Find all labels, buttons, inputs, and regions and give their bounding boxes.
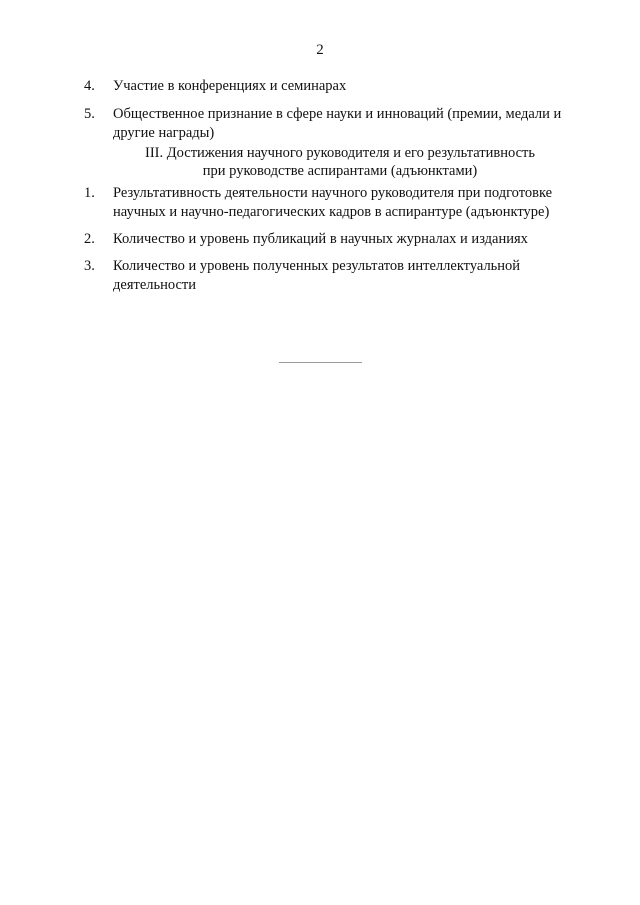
list-item — [84, 184, 564, 222]
section-heading — [110, 144, 570, 180]
list-item-text: Результативность деятельности научного руководителя при подготовке научных и научно-педагогических кадров в аспирантуре (адъюнктуре) — [113, 185, 553, 220]
list-item — [84, 105, 564, 143]
list-item-text: Участие в конференциях и семинарах — [113, 78, 347, 94]
criteria-list-part-3 — [84, 184, 564, 295]
end-of-document-rule — [279, 362, 362, 363]
list-item-number: 2. — [84, 231, 95, 247]
list-item-text: Количество и уровень публикаций в научных журналах и изданиях — [113, 231, 528, 247]
list-item — [84, 230, 564, 249]
list-item-number: 3. — [84, 258, 95, 274]
criteria-list-part-2 — [84, 77, 564, 143]
list-item-number: 1. — [84, 185, 95, 201]
list-item-text: Количество и уровень полученных результатов интеллектуальной деятельности — [113, 258, 521, 293]
list-item-number: 5. — [84, 106, 95, 122]
section-heading-line-2: при руководстве аспирантами (адъюнктами) — [202, 163, 478, 179]
page-number: 2 — [316, 42, 324, 58]
section-heading-line-1: III. Достижения научного руководителя и его результативность — [145, 145, 535, 161]
list-item-text: Общественное признание в сфере науки и инноваций (премии, медали и другие награды) — [113, 106, 562, 141]
list-item-number: 4. — [84, 78, 95, 94]
list-item — [84, 257, 564, 295]
list-item — [84, 77, 564, 96]
